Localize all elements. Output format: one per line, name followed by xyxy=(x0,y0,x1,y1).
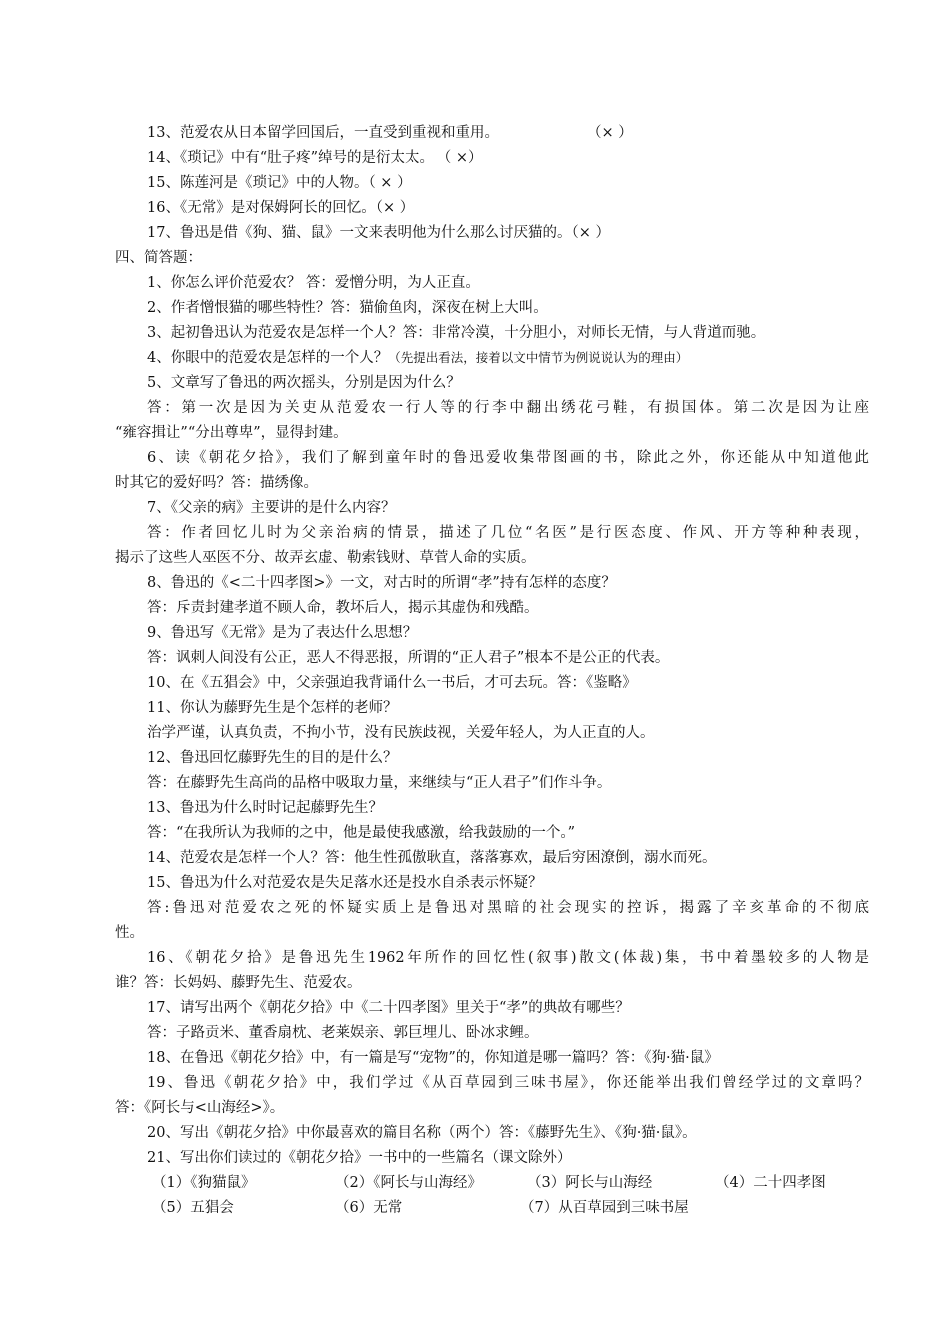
answer-8: 答：斥责封建孝道不顾人命，教坏后人，揭示其虚伪和残酷。 xyxy=(147,600,539,616)
tf-item-16 xyxy=(147,198,414,218)
answer-12: 答：在藤野先生高尚的品格中吸取力量，来继续与“正人君子”们作斗争。 xyxy=(147,775,612,791)
question-10: 10、在《五猖会》中，父亲强迫我背诵什么一书后，才可去玩。答：《鉴略》 xyxy=(147,675,637,691)
question-4 xyxy=(147,348,688,368)
title-item-7: （7）从百草园到三味书屋 xyxy=(520,1200,689,1216)
answer-15-line-1: 答:鲁迅对范爱农之死的怀疑实质上是鲁迅对黑暗的社会现实的控诉，揭露了辛亥革命的不彻底 xyxy=(147,900,869,916)
question-13: 13、鲁迅为什么时时记起藤野先生？ xyxy=(147,800,383,816)
answer-13: 答：“在我所认为我师的之中，他是最使我感激，给我鼓励的一个。” xyxy=(147,825,576,841)
tf-question: 14、《琐记》中有“肚子疼”绰号的是衍太太。 xyxy=(147,150,435,166)
answer-7-line-2: 揭示了这些人巫医不分、故弄玄虚、勒索钱财、草菅人命的实质。 xyxy=(115,550,536,566)
tf-mark: （ ×） xyxy=(444,150,483,166)
tf-mark: （× ） xyxy=(571,225,610,241)
question-5: 5、文章写了鲁迅的两次摇头，分别是因为什么？ xyxy=(147,375,461,391)
tf-mark-13: （× ） xyxy=(587,125,633,141)
question-12: 12、鲁迅回忆藤野先生的目的是什么？ xyxy=(147,750,398,766)
answer-11: 治学严谨，认真负责，不拘小节，没有民族歧视，关爱年轻人，为人正直的人。 xyxy=(147,725,655,741)
title-item-5: （5）五猖会 xyxy=(152,1200,234,1216)
tf-item-17 xyxy=(147,223,610,243)
title-item-3: （3）阿长与山海经 xyxy=(527,1175,653,1191)
question-6-line-1: 6、读《朝花夕拾》，我们了解到童年时的鲁迅爱收集带图画的书，除此之外，你还能从中知道他此 xyxy=(147,450,869,466)
question-9: 9、鲁迅写《无常》是为了表达什么思想？ xyxy=(147,625,418,641)
tf-question: 17、鲁迅是借《狗、猫、鼠》一文来表明他为什么那么讨厌猫的。 xyxy=(147,225,572,241)
tf-question: 15、陈莲河是《琐记》中的人物。 xyxy=(147,175,369,191)
title-item-6: （6）无常 xyxy=(335,1200,403,1216)
answer-15-line-2: 性。 xyxy=(115,925,144,941)
question-19-line-1: 19、鲁迅《朝花夕拾》中，我们学过《从百草园到三味书屋》，你还能举出我们曾经学过的文章吗？ xyxy=(147,1075,869,1091)
question-16-line-1: 16、《朝花夕拾》是鲁迅先生1962年所作的回忆性(叙事)散文(体裁)集，书中着墨较多的人物是 xyxy=(147,950,869,966)
answer-hint: （先提出看法，接着以文中情节为例说说认为的理由） xyxy=(388,350,689,365)
question-16-line-2: 谁？答：长妈妈、藤野先生、范爱农。 xyxy=(115,975,362,991)
question-7: 7、《父亲的病》主要讲的是什么内容？ xyxy=(147,500,396,516)
tf-item-14 xyxy=(147,148,483,168)
title-item-1: （1）《狗猫鼠》 xyxy=(152,1175,256,1191)
title-item-2: （2）《阿长与山海经》 xyxy=(335,1175,482,1191)
question-2: 2、作者憎恨猫的哪些特性？答：猫偷鱼肉，深夜在树上大叫。 xyxy=(147,300,548,316)
question-11: 11、你认为藤野先生是个怎样的老师？ xyxy=(147,700,398,716)
tf-mark: （× ） xyxy=(375,200,415,216)
question-17: 17、请写出两个《朝花夕拾》中《二十四孝图》里关于“孝”的典故有哪些？ xyxy=(147,1000,630,1016)
question-14: 14、范爱农是怎样一个人？答：他生性孤傲耿直，落落寡欢，最后穷困潦倒，溺水而死。 xyxy=(147,850,717,866)
question-19-line-2: 答：《阿长与<山海经>》。 xyxy=(115,1100,285,1116)
tf-item-13 xyxy=(147,123,499,143)
question-text: 4、你眼中的范爱农是怎样的一个人？ xyxy=(147,350,389,366)
question-6-line-2: 时其它的爱好吗？答：描绣像。 xyxy=(115,475,318,491)
section-heading: 四、简答题： xyxy=(115,250,202,266)
question-18: 18、在鲁迅《朝花夕拾》中，有一篇是写“宠物”的，你知道是哪一篇吗？答：《狗·猫·鼠》 xyxy=(147,1050,719,1066)
question-1: 1、你怎么评价范爱农？ 答：爱憎分明，为人正直。 xyxy=(147,275,480,291)
title-item-4: （4）二十四孝图 xyxy=(715,1175,826,1191)
answer-7-line-1: 答：作者回忆儿时为父亲治病的情景，描述了几位“名医”是行医态度、作风、开方等种种表现， xyxy=(147,525,869,541)
answer-9: 答：讽刺人间没有公正，恶人不得恶报，所谓的“正人君子”根本不是公正的代表。 xyxy=(147,650,670,666)
answer-17: 答：子路贡米、董香扇枕、老莱娱亲、郭巨埋儿、卧冰求鲤。 xyxy=(147,1025,539,1041)
tf-question: 16、《无常》是对保姆阿长的回忆。 xyxy=(147,200,376,216)
tf-mark: （ × ） xyxy=(368,175,412,191)
question-8: 8、鲁迅的《<二十四孝图>》一文，对古时的所谓“孝”持有怎样的态度？ xyxy=(147,575,616,591)
answer-5-line-2: “雍容揖让”“分出尊卑”，显得封建。 xyxy=(115,425,348,441)
question-3: 3、起初鲁迅认为范爱农是怎样一个人？答：非常冷漠，十分胆小，对师长无情，与人背道而驰。 xyxy=(147,325,766,341)
question-20: 20、写出《朝花夕拾》中你最喜欢的篇目名称（两个）答：《藤野先生》、《狗·猫·鼠》。 xyxy=(147,1125,697,1141)
answer-5-line-1: 答：第一次是因为关吏从范爱农一行人等的行李中翻出绣花弓鞋，有损国体。第二次是因为让座 xyxy=(147,400,869,416)
tf-question: 13、范爱农从日本留学回国后，一直受到重视和重用。 xyxy=(147,125,499,141)
question-21: 21、写出你们读过的《朝花夕拾》一书中的一些篇名（课文除外） xyxy=(147,1150,572,1166)
question-15: 15、鲁迅为什么对范爱农是失足落水还是投水自杀表示怀疑？ xyxy=(147,875,543,891)
tf-item-15 xyxy=(147,173,412,193)
